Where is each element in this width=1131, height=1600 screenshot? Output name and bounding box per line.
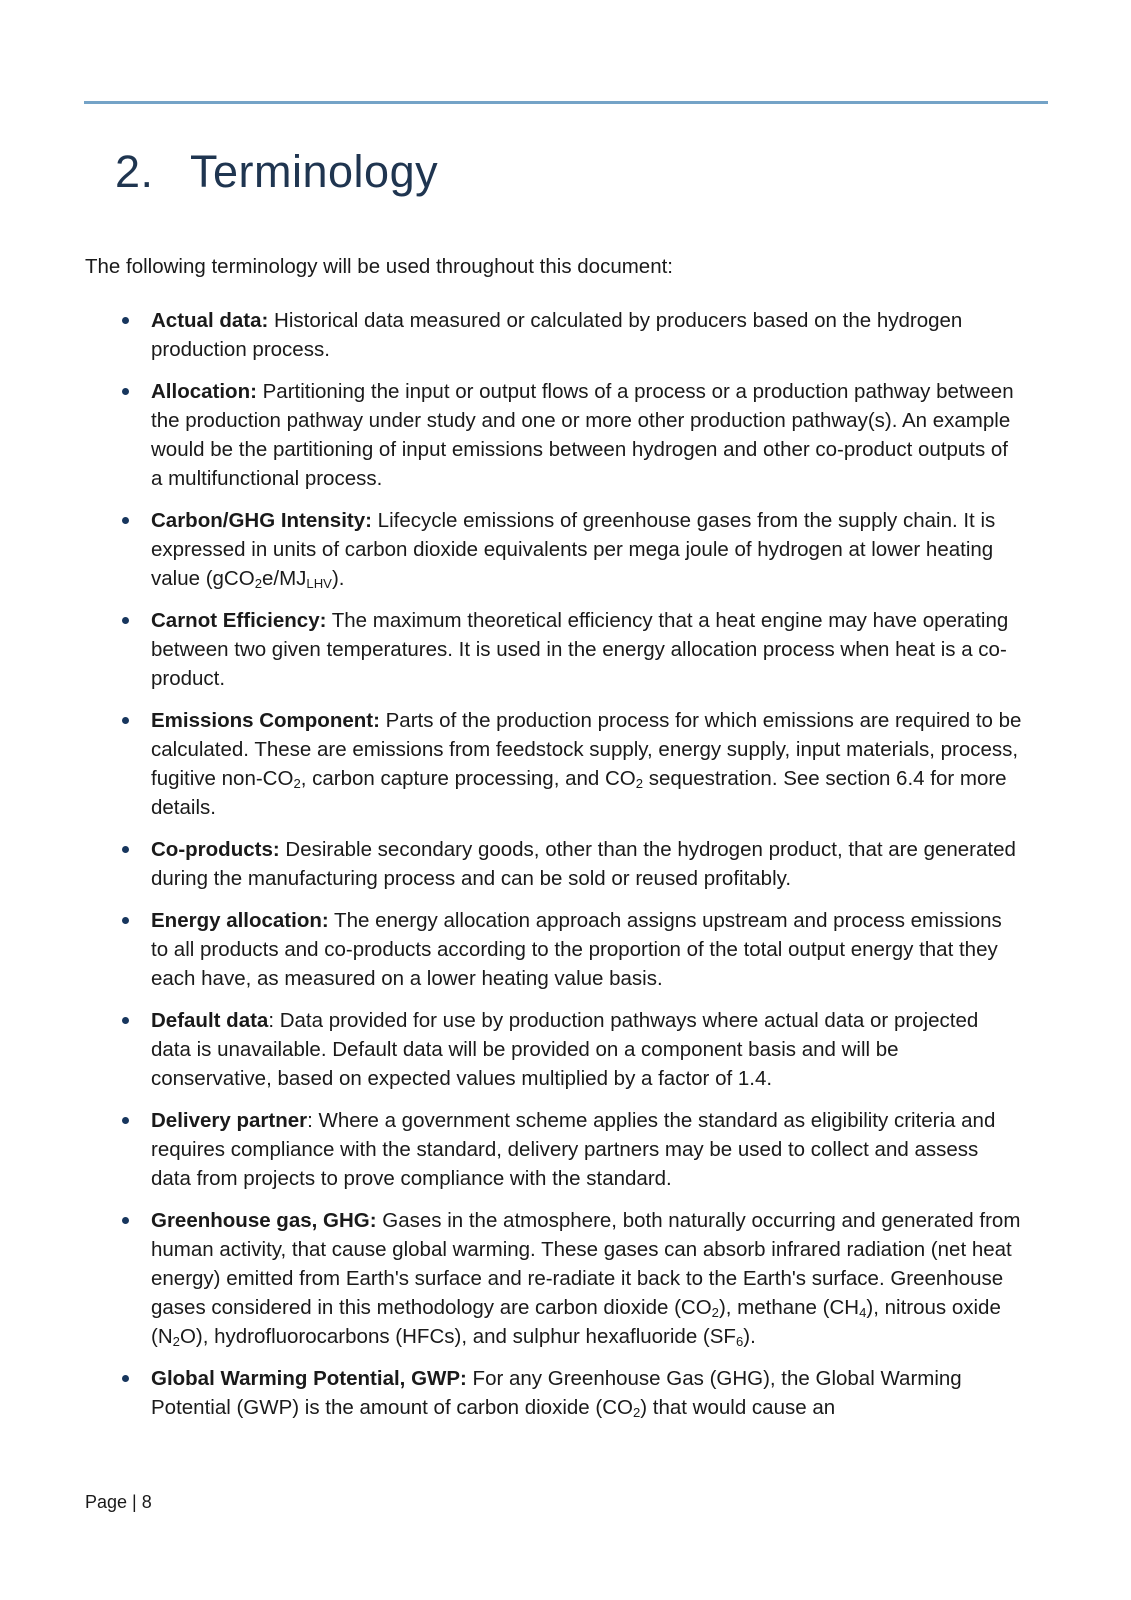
term-item: [120, 1006, 1023, 1093]
intro-text: The following terminology will be used throughout this document:: [85, 255, 673, 278]
terminology-list: [120, 306, 1023, 1435]
term-text: ), nitrous oxide (N: [151, 1296, 1001, 1348]
bullet-icon: [122, 917, 129, 924]
term-label: Allocation:: [151, 380, 257, 403]
term-label: Energy allocation:: [151, 909, 329, 932]
term-label: Global Warming Potential, GWP:: [151, 1367, 467, 1390]
term-text: ).: [743, 1325, 756, 1348]
section-number: 2.: [115, 146, 154, 197]
term-text: 2: [293, 775, 301, 791]
bullet-icon: [122, 1375, 129, 1382]
term-label: Co-products:: [151, 838, 280, 861]
term-label: Actual data:: [151, 309, 269, 332]
term-label: Emissions Component:: [151, 709, 380, 732]
term-text: ) that would cause an: [640, 1396, 836, 1419]
term-item: [120, 1106, 1023, 1193]
term-label: Default data: [151, 1009, 269, 1032]
term-text: e/MJ: [261, 567, 307, 590]
term-text: 2: [632, 1404, 641, 1420]
term-text: Lifecycle emissions of greenhouse gases from the supply chain. It is expressed in units of carbon dioxide equivalents per mega joule of hydrogen at lower heating value (gCO: [151, 509, 996, 590]
term-text: LHV: [306, 575, 332, 591]
term-text: Historical data measured or calculated by producers based on the hydrogen production process.: [151, 309, 963, 361]
term-item: [120, 306, 1023, 364]
section-divider: [84, 101, 1048, 104]
term-item: [120, 835, 1023, 893]
term-text: sequestration. See section 6.4 for more details.: [151, 767, 1007, 819]
term-text: Parts of the production process for which emissions are required to be calculated. These are emissions from feedstock supply, energy supply, input materials, process, fugitive non-CO: [151, 709, 1022, 790]
term-item: [120, 506, 1023, 593]
term-label: Carbon/GHG Intensity:: [151, 509, 372, 532]
term-text: : Data provided for use by production pathways where actual data or projected data is unavailable. Default data will be provided on a component basis and will be conservative, based on expected values multiplied by a factor of 1.4.: [151, 1009, 979, 1090]
bullet-icon: [122, 388, 129, 395]
term-item: [120, 906, 1023, 993]
term-label: Carnot Efficiency:: [151, 609, 327, 632]
term-text: 2: [635, 775, 644, 791]
term-text: 2: [172, 1333, 180, 1349]
bullet-icon: [122, 717, 129, 724]
term-item: [120, 1206, 1023, 1351]
term-text: The energy allocation approach assigns upstream and process emissions to all products and co-products according to the proportion of the total output energy that they each have, as measured on a lower heating value basis.: [151, 909, 1002, 990]
term-item: [120, 377, 1023, 493]
bullet-icon: [122, 517, 129, 524]
term-text: : Where a government scheme applies the standard as eligibility criteria and requires compliance with the standard, delivery partners may be used to collect and assess data from projects to prove compliance with the standard.: [151, 1109, 996, 1190]
term-text: ), methane (CH: [718, 1296, 860, 1319]
term-text: 2: [254, 575, 262, 591]
term-item: [120, 606, 1023, 693]
term-text: 4: [859, 1304, 867, 1320]
term-label: Greenhouse gas, GHG:: [151, 1209, 377, 1232]
term-text: 2: [711, 1304, 719, 1320]
bullet-icon: [122, 317, 129, 324]
term-text: For any Greenhouse Gas (GHG), the Global Warming Potential (GWP) is the amount of carbon dioxide (CO: [151, 1367, 962, 1419]
section-heading: [115, 146, 438, 198]
term-item: [120, 1364, 1023, 1422]
bullet-icon: [122, 1017, 129, 1024]
term-text: Desirable secondary goods, other than the hydrogen product, that are generated during the manufacturing process and can be sold or reused profitably.: [151, 838, 1016, 890]
term-text: 6: [735, 1333, 744, 1349]
term-text: ).: [331, 567, 345, 590]
section-title: Terminology: [190, 146, 439, 197]
term-text: , carbon capture processing, and CO: [300, 767, 636, 790]
term-text: O), hydrofluorocarbons (HFCs), and sulphur hexafluoride (SF: [179, 1325, 736, 1348]
bullet-icon: [122, 1217, 129, 1224]
bullet-icon: [122, 1117, 129, 1124]
term-item: [120, 706, 1023, 822]
term-text: Gases in the atmosphere, both naturally occurring and generated from human activity, that cause global warming. These gases can absorb infrared radiation (net heat energy) emitted from Earth's surface and re-radiate it back to the Earth's surface. Greenhouse gases considered in this methodology are carbon dioxide (CO: [151, 1209, 1021, 1319]
term-text: The maximum theoretical efficiency that a heat engine may have operating between two given temperatures. It is used in the energy allocation process when heat is a co-product.: [151, 609, 1009, 690]
bullet-icon: [122, 617, 129, 624]
bullet-icon: [122, 846, 129, 853]
term-text: Partitioning the input or output flows of a process or a production pathway between the production pathway under study and one or more other production pathway(s). An example would be the partitioning of input emissions between hydrogen and other co-product outputs of a multifunctional process.: [151, 380, 1014, 490]
page-number-footer: Page | 8: [85, 1492, 152, 1512]
term-label: Delivery partner: [151, 1109, 308, 1132]
